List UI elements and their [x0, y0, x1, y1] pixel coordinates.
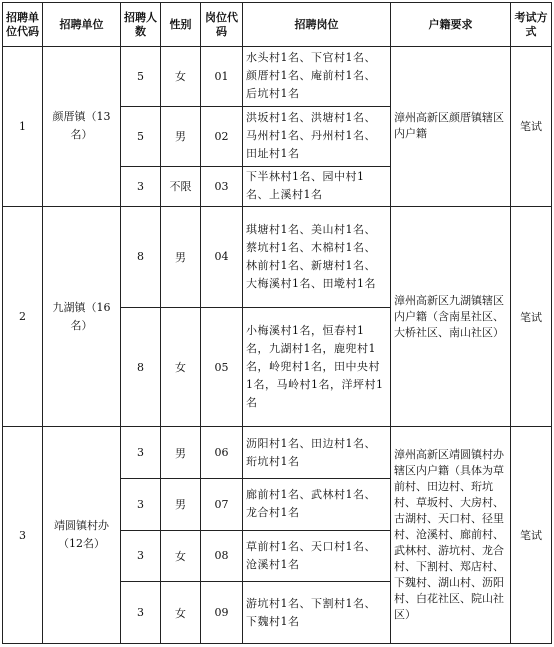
gender-cell: 男	[161, 478, 201, 530]
post-cell: 琪塘村1名、美山村1名、蔡坑村1名、木棉村1名、林前村1名、新塘村1名、大梅溪村1名、田墘村1名	[243, 206, 391, 307]
gender-cell: 女	[161, 582, 201, 644]
count-cell: 3	[121, 427, 161, 479]
count-cell: 3	[121, 166, 161, 206]
post-code-cell: 03	[201, 166, 243, 206]
post-code-cell: 06	[201, 427, 243, 479]
post-code-cell: 01	[201, 47, 243, 107]
unit-name-cell: 颜厝镇（13名）	[43, 47, 121, 207]
gender-cell: 女	[161, 307, 201, 427]
table-row	[3, 206, 552, 307]
post-cell: 洪坂村1名、洪塘村1名、马州村1名、丹州村1名、田址村1名	[243, 106, 391, 166]
post-cell: 小梅溪村1名，恒春村1名，九湖村1名，鹿兜村1名，岭兜村1名，田中央村1名，马岭村1名，洋坪村1名	[243, 307, 391, 427]
post-cell: 下半林村1名、园中村1名、上溪村1名	[243, 166, 391, 206]
header-gender: 性别	[161, 3, 201, 47]
header-row	[3, 3, 552, 47]
gender-cell: 不限	[161, 166, 201, 206]
count-cell: 3	[121, 478, 161, 530]
header-post: 招聘岗位	[243, 3, 391, 47]
gender-cell: 女	[161, 47, 201, 107]
unit-name-cell: 靖圆镇村办（12名）	[43, 427, 121, 644]
exam-cell: 笔试	[511, 427, 552, 644]
gender-cell: 男	[161, 106, 201, 166]
header-unit: 招聘单位	[43, 3, 121, 47]
post-code-cell: 04	[201, 206, 243, 307]
header-unit-code: 招聘单位代码	[3, 3, 43, 47]
gender-cell: 男	[161, 427, 201, 479]
count-cell: 3	[121, 582, 161, 644]
hukou-cell: 漳州高新区颜厝镇辖区内户籍	[391, 47, 511, 207]
post-cell: 沥阳村1名、田边村1名、珩坑村1名	[243, 427, 391, 479]
header-hukou: 户籍要求	[391, 3, 511, 47]
unit-code-cell: 1	[3, 47, 43, 207]
hukou-cell: 漳州高新区靖圆镇村办辖区内户籍（具体为草前村、田边村、珩坑村、草坂村、大房村、古湖村、天口村、径里村、沧溪村、廊前村、武林村、游坑村、龙合村、下割村、郑店村、下魏村、湖山村、沥阳村、白花社区、院山社区）	[391, 427, 511, 644]
unit-name-cell: 九湖镇（16名）	[43, 206, 121, 427]
table-row	[3, 427, 552, 479]
post-code-cell: 09	[201, 582, 243, 644]
post-cell: 草前村1名、天口村1名、沧溪村1名	[243, 530, 391, 582]
hukou-cell: 漳州高新区九湖镇辖区内户籍（含南星社区、大桥社区、南山社区）	[391, 206, 511, 427]
post-code-cell: 02	[201, 106, 243, 166]
header-exam: 考试方式	[511, 3, 552, 47]
gender-cell: 男	[161, 206, 201, 307]
unit-code-cell: 2	[3, 206, 43, 427]
header-post-code: 岗位代码	[201, 3, 243, 47]
header-count: 招聘人数	[121, 3, 161, 47]
count-cell: 3	[121, 530, 161, 582]
table-row	[3, 47, 552, 107]
post-cell: 游坑村1名、下割村1名、下魏村1名	[243, 582, 391, 644]
unit-code-cell: 3	[3, 427, 43, 644]
post-code-cell: 07	[201, 478, 243, 530]
post-cell: 水头村1名、下官村1名、颜厝村1名、庵前村1名、后坑村1名	[243, 47, 391, 107]
count-cell: 8	[121, 307, 161, 427]
exam-cell: 笔试	[511, 47, 552, 207]
post-code-cell: 08	[201, 530, 243, 582]
exam-cell: 笔试	[511, 206, 552, 427]
gender-cell: 女	[161, 530, 201, 582]
count-cell: 8	[121, 206, 161, 307]
count-cell: 5	[121, 106, 161, 166]
post-code-cell: 05	[201, 307, 243, 427]
recruitment-table	[2, 2, 552, 644]
count-cell: 5	[121, 47, 161, 107]
post-cell: 廊前村1名、武林村1名、龙合村1名	[243, 478, 391, 530]
